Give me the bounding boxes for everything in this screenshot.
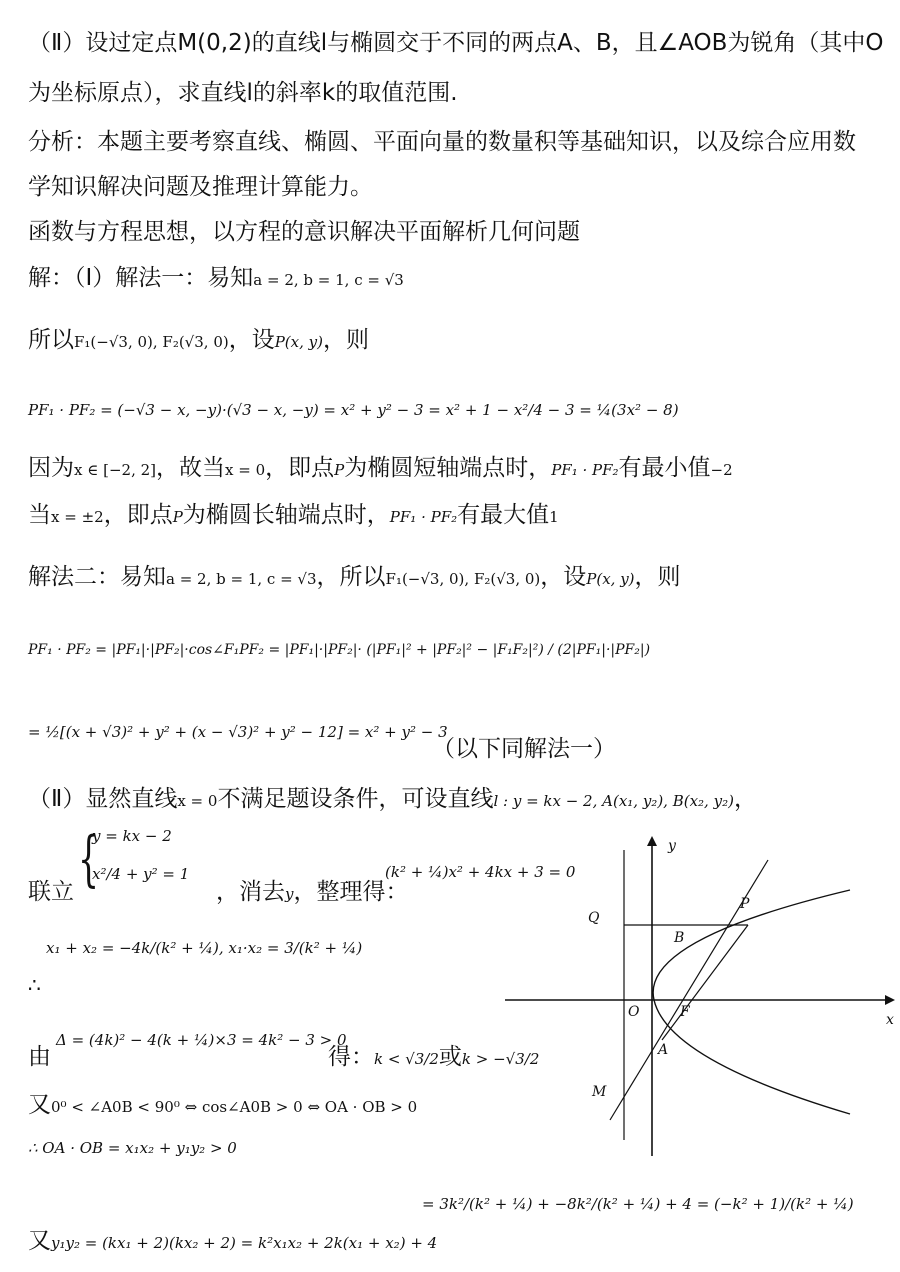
part2-x0: x = 0 <box>177 792 218 810</box>
k-lower: k > −√3/2 <box>461 1050 540 1068</box>
combine-c: ，整理得： <box>293 879 409 905</box>
analysis-line-1-text: 分析：本题主要考察直线、椭圆、平面向量的数量积等基础知识，以及综合应用数 <box>28 129 856 155</box>
cosine-equation: PF₁ · PF₂ = |PF₁|·|PF₂|·cos∠F₁PF₂ = |PF₁|·|PF₂|· (|PF₁|² + |PF₂|² − |F₁F₂|²) / (2|PF₁|·|PF₂|) <box>28 642 651 658</box>
discriminant-line <box>28 1042 51 1072</box>
expansion-equation: = ½[(x + √3)² + y² + (x − √3)² + y² − 12] = x² + y² − 3 <box>28 723 448 741</box>
final-simplification: = 3k²/(k² + ¼) + −8k²/(k² + ¼) + 4 = (−k² + 1)/(k² + ¼) <box>422 1195 854 1213</box>
y1y2-line <box>28 1226 437 1258</box>
therefore-symbol-1: ∴ <box>28 973 41 997</box>
min-line-c: ，即点 <box>265 455 335 481</box>
combine-y: y <box>285 885 294 903</box>
parabola-curve <box>653 890 850 1114</box>
sol2-a: 解法二：易知 <box>28 564 166 590</box>
analysis-line-1 <box>28 127 856 157</box>
disc-a: 由 <box>28 1044 51 1070</box>
part2-a: （Ⅱ）显然直线 <box>28 786 178 812</box>
part2-c: ， <box>733 786 757 812</box>
sol2-p: P(x, y) <box>586 570 635 588</box>
min-line-vectors: PF₁ · PF₂ <box>551 461 619 479</box>
combine-a: 联立 <box>28 879 74 905</box>
solution-1-intro <box>28 263 404 295</box>
combine-line <box>28 877 408 909</box>
problem-line-2 <box>28 78 458 108</box>
acute-a: 又 <box>28 1092 51 1118</box>
method-line-text: 函数与方程思想，以方程的意识解决平面解析几何问题 <box>28 219 580 245</box>
label-f: F <box>680 1004 690 1020</box>
max-line-c: 为椭圆长轴端点时， <box>182 502 390 528</box>
y-axis-arrow <box>647 836 657 846</box>
system-eq-1: y = kx − 2 <box>92 827 172 845</box>
max-value: 1 <box>549 508 559 526</box>
min-line-p: P <box>334 461 345 479</box>
acute-condition: 0⁰ < ∠A0B < 90⁰ ⇔ cos∠A0B > 0 ⇔ OA · OB > 0 <box>51 1098 418 1116</box>
part-2-solution-line <box>28 784 757 816</box>
dot-product-equation: PF₁ · PF₂ = (−√3 − x, −y)·(√3 − x, −y) = x² + y² − 3 = x² + 1 − x²/4 − 3 = ¼(3x² − 8) <box>28 401 679 419</box>
x-zero: x = 0 <box>225 461 266 479</box>
label-m: M <box>592 1084 607 1100</box>
vieta-equations: x₁ + x₂ = −4k/(k² + ¼), x₁·x₂ = 3/(k² + ¼) <box>46 939 363 957</box>
label-p: P <box>740 896 750 912</box>
analysis-line-2 <box>28 172 373 202</box>
sol2-c: ，设 <box>540 564 587 590</box>
system-brace: { <box>78 824 100 894</box>
solution-2-intro <box>28 562 681 594</box>
max-line-p: P <box>172 508 183 526</box>
acute-angle-line <box>28 1090 417 1122</box>
problem-line-1-text: （Ⅱ）设过定点M(0,2)的直线l与椭圆交于不同的两点A、B，且∠AOB为锐角（其中O <box>28 30 884 56</box>
foci-line-mid: ，设 <box>228 327 275 353</box>
solution-1-intro-text: 解：（Ⅰ）解法一：易知 <box>28 265 254 291</box>
same-as-solution-1-note: （以下同解法一） <box>432 736 616 762</box>
min-value: −2 <box>710 461 733 479</box>
max-value-line <box>28 500 559 532</box>
line-l-equation: l : y = kx − 2, A(x₁, y₂), B(x₂, y₂) <box>493 792 734 810</box>
max-line-d: 有最大值 <box>457 502 550 528</box>
foci-line-suffix: ，则 <box>323 327 369 353</box>
label-y: y <box>668 838 676 854</box>
label-x: x <box>886 1012 894 1028</box>
max-line-vectors: PF₁ · PF₂ <box>389 508 458 526</box>
x-range: x ∈ [−2, 2] <box>74 461 156 479</box>
foci-line <box>28 325 369 357</box>
problem-line-1 <box>28 28 884 58</box>
min-line-d: 为椭圆短轴端点时， <box>344 455 552 481</box>
y1y2-a: 又 <box>28 1228 51 1254</box>
label-q: Q <box>588 910 600 926</box>
foci-line-prefix: 所以 <box>28 327 74 353</box>
abc-values: a = 2, b = 1, c = √3 <box>253 271 404 289</box>
label-a: A <box>658 1042 669 1058</box>
sol2-abc: a = 2, b = 1, c = √3 <box>166 570 317 588</box>
sol2-b: ，所以 <box>316 564 386 590</box>
label-b: B <box>674 930 685 946</box>
dot-product-condition: ∴ OA · OB = x₁x₂ + y₁y₂ > 0 <box>28 1139 237 1157</box>
point-p: P(x, y) <box>274 333 323 351</box>
min-line-b: ，故当 <box>156 455 225 481</box>
max-line-b: ，即点 <box>103 502 173 528</box>
label-o: O <box>628 1004 640 1020</box>
min-line-e: 有最小值 <box>618 455 711 481</box>
method-line <box>28 217 580 247</box>
x-axis-arrow <box>885 995 895 1005</box>
y1y2-expansion: y₁y₂ = (kx₁ + 2)(kx₂ + 2) = k²x₁x₂ + 2k(x₁ + x₂) + 4 <box>51 1234 438 1252</box>
disc-b: 得： <box>328 1044 374 1070</box>
x-pm2: x = ±2 <box>51 508 104 526</box>
parabola-figure <box>500 830 900 1160</box>
problem-line-2-text: 为坐标原点），求直线l的斜率k的取值范围. <box>28 80 458 106</box>
disc-c: 或 <box>438 1044 462 1070</box>
min-value-line <box>28 453 733 485</box>
k-upper: k < √3/2 <box>374 1050 439 1068</box>
sol2-d: ，则 <box>634 564 681 590</box>
foci-coords: F₁(−√3, 0), F₂(√3, 0) <box>74 333 229 351</box>
min-line-a: 因为 <box>28 455 74 481</box>
sol2-foci: F₁(−√3, 0), F₂(√3, 0) <box>385 570 541 588</box>
system-eq-2: x²/4 + y² = 1 <box>92 865 190 883</box>
discriminant-equation: Δ = (4k)² − 4(k + ¼)×3 = 4k² − 3 > 0 <box>56 1031 347 1049</box>
combine-b: ，消去 <box>216 879 285 905</box>
analysis-line-2-text: 学知识解决问题及推理计算能力。 <box>28 174 373 200</box>
part2-b: 不满足题设条件，可设直线 <box>217 786 494 812</box>
max-line-a: 当 <box>28 502 51 528</box>
quadratic-equation: (k² + ¼)x² + 4kx + 3 = 0 <box>385 863 576 881</box>
